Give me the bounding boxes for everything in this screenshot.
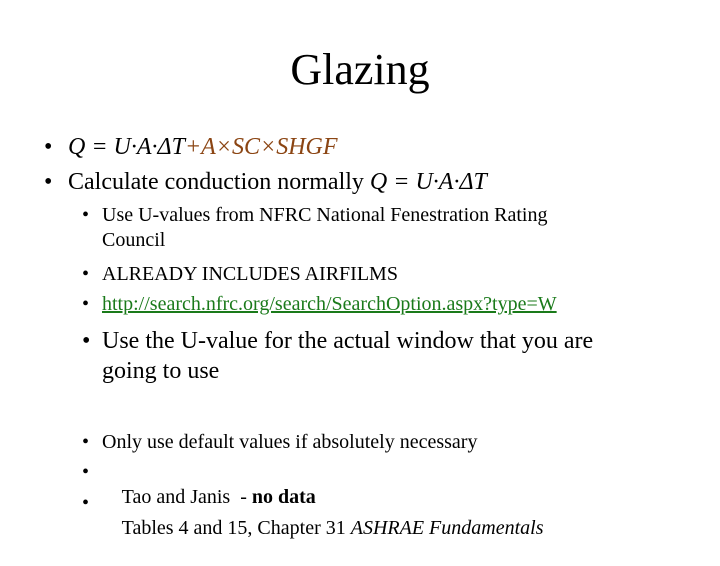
tao-janis-text: Tao and Janis - xyxy=(121,486,252,508)
nfrc-search-link[interactable]: http://search.nfrc.org/search/SearchOption.aspx?type=W xyxy=(102,293,557,315)
no-data-text: no data xyxy=(251,486,316,508)
nfrc-line-2: Council xyxy=(102,229,166,251)
bullet-marker: • xyxy=(82,263,90,285)
actual-window-line-2: going to use xyxy=(102,358,220,384)
formula-conduction: Q = U·A·ΔT xyxy=(68,134,185,160)
bullet-marker: • xyxy=(44,169,53,195)
bullet-marker: • xyxy=(82,328,91,354)
formula-inline: Q = U·A·ΔT xyxy=(369,169,487,195)
airfilms-text: ALREADY INCLUDES AIRFILMS xyxy=(102,263,398,285)
calculate-text: Calculate conduction normally xyxy=(68,169,370,195)
bullet-marker: • xyxy=(44,134,53,160)
defaults-text: Only use default values if absolutely necessary xyxy=(102,431,478,453)
nfrc-line-1: Use U-values from NFRC National Fenestration Rating xyxy=(102,204,548,226)
formula-solar: +A×SC×SHGF xyxy=(184,134,338,160)
bullet-marker: • xyxy=(82,461,90,483)
slide-title: Glazing xyxy=(290,45,430,94)
actual-window-line-1: Use the U-value for the actual window that you are xyxy=(102,328,594,354)
bullet-marker: • xyxy=(82,492,90,514)
bullet-marker: • xyxy=(82,204,90,226)
tables-text: Tables 4 and 15, Chapter 31 xyxy=(121,517,351,539)
bullet-marker: • xyxy=(82,431,90,453)
bullet-marker: • xyxy=(82,293,90,315)
ashrae-title: ASHRAE Fundamentals xyxy=(350,517,544,539)
